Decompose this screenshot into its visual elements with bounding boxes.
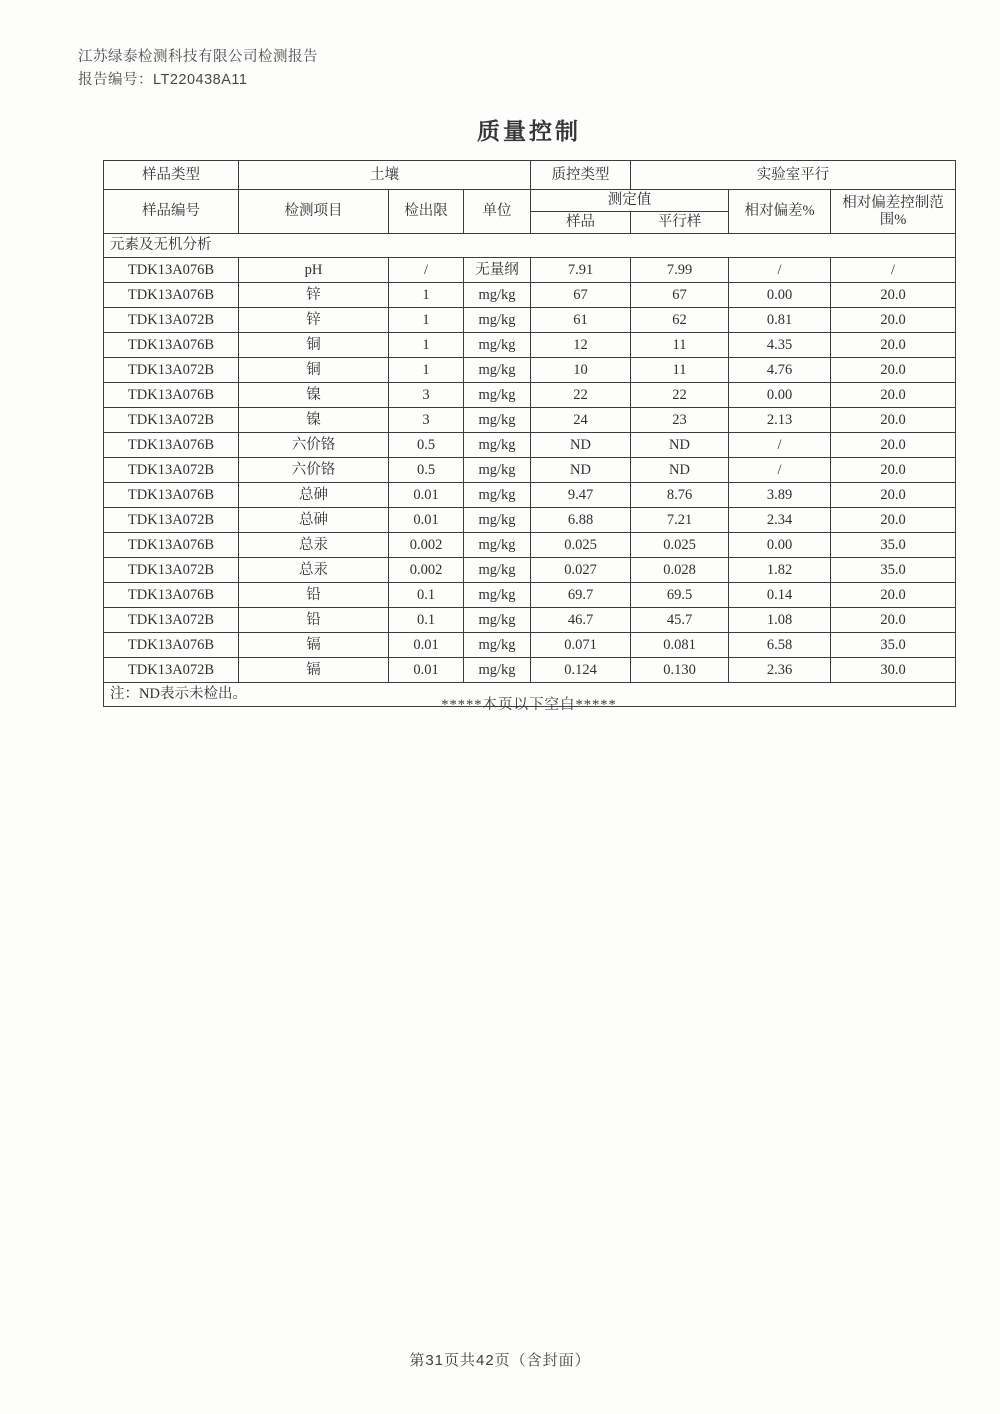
header-qc-type-value: 实验室平行 [631,161,956,190]
table-row [104,408,956,433]
table-section-row [104,234,956,258]
cell-sample-id: TDK13A072B [104,508,239,533]
page-title: 质量控制 [477,118,581,144]
table-row [104,333,956,358]
cell-sample-id: TDK13A076B [104,483,239,508]
cell-unit: mg/kg [464,483,531,508]
cell-detection-limit: 0.1 [389,583,464,608]
cell-test-item: pH [239,258,389,283]
section-label: 元素及无机分析 [104,234,956,258]
cell-relative-deviation: 0.00 [729,533,831,558]
cell-deviation-control-range: 20.0 [831,508,956,533]
cell-test-item: 总砷 [239,508,389,533]
cell-parallel-value: 45.7 [631,608,729,633]
cell-detection-limit: 0.01 [389,508,464,533]
cell-parallel-value: ND [631,433,729,458]
cell-test-item: 六价铬 [239,433,389,458]
table-row [104,433,956,458]
cell-test-item: 镍 [239,383,389,408]
table-header-row-1 [104,161,956,190]
cell-sample-id: TDK13A076B [104,433,239,458]
cell-sample-value: ND [531,433,631,458]
cell-parallel-value: 67 [631,283,729,308]
cell-unit: mg/kg [464,408,531,433]
cell-detection-limit: / [389,258,464,283]
cell-parallel-value: 62 [631,308,729,333]
cell-sample-value: 24 [531,408,631,433]
blank-page-note: *****本页以下空白***** [441,697,617,713]
header-parallel-sample: 平行样 [631,212,729,234]
header-unit: 单位 [464,190,531,234]
cell-unit: mg/kg [464,558,531,583]
cell-sample-value: 0.025 [531,533,631,558]
cell-deviation-control-range: 20.0 [831,458,956,483]
header-measured-value: 测定值 [531,190,729,212]
cell-sample-id: TDK13A076B [104,258,239,283]
cell-relative-deviation: / [729,458,831,483]
cell-unit: mg/kg [464,383,531,408]
cell-test-item: 总汞 [239,558,389,583]
cell-test-item: 铜 [239,333,389,358]
table-row [104,458,956,483]
cell-relative-deviation: / [729,433,831,458]
cell-sample-value: 46.7 [531,608,631,633]
cell-deviation-control-range: 35.0 [831,633,956,658]
cell-relative-deviation: 6.58 [729,633,831,658]
cell-relative-deviation: 4.76 [729,358,831,383]
header-relative-deviation: 相对偏差% [729,190,831,234]
cell-unit: mg/kg [464,458,531,483]
header-sample-type-value: 土壤 [239,161,531,190]
cell-test-item: 锌 [239,308,389,333]
cell-detection-limit: 1 [389,333,464,358]
cell-parallel-value: 0.025 [631,533,729,558]
cell-sample-value: ND [531,458,631,483]
cell-parallel-value: ND [631,458,729,483]
cell-sample-value: 22 [531,383,631,408]
table-row [104,558,956,583]
cell-sample-id: TDK13A076B [104,533,239,558]
cell-sample-id: TDK13A072B [104,658,239,683]
cell-sample-value: 69.7 [531,583,631,608]
cell-test-item: 六价铬 [239,458,389,483]
cell-deviation-control-range: 20.0 [831,483,956,508]
header-sample: 样品 [531,212,631,234]
page-footer: 第31页共42页（含封面） [409,1352,591,1369]
cell-deviation-control-range: 20.0 [831,383,956,408]
cell-deviation-control-range: 20.0 [831,308,956,333]
cell-sample-id: TDK13A076B [104,633,239,658]
cell-sample-id: TDK13A076B [104,333,239,358]
cell-unit: mg/kg [464,583,531,608]
table-row [104,383,956,408]
table-row [104,658,956,683]
report-header [78,46,318,92]
cell-sample-id: TDK13A072B [104,458,239,483]
cell-unit: mg/kg [464,433,531,458]
cell-sample-value: 6.88 [531,508,631,533]
cell-sample-value: 10 [531,358,631,383]
table-row [104,483,956,508]
cell-sample-value: 7.91 [531,258,631,283]
cell-detection-limit: 0.002 [389,533,464,558]
cell-sample-value: 0.124 [531,658,631,683]
cell-deviation-control-range: 30.0 [831,658,956,683]
cell-unit: mg/kg [464,533,531,558]
table-row [104,533,956,558]
header-relative-deviation-control-range: 相对偏差控制范围% [831,190,956,234]
cell-parallel-value: 7.21 [631,508,729,533]
quality-control-table [103,160,956,707]
cell-sample-id: TDK13A076B [104,583,239,608]
cell-detection-limit: 1 [389,358,464,383]
table-row [104,608,956,633]
header-test-item: 检测项目 [239,190,389,234]
cell-relative-deviation: 0.00 [729,383,831,408]
cell-test-item: 总砷 [239,483,389,508]
header-sample-type-label: 样品类型 [104,161,239,190]
cell-sample-value: 61 [531,308,631,333]
table-row [104,358,956,383]
cell-relative-deviation: 2.13 [729,408,831,433]
cell-test-item: 总汞 [239,533,389,558]
cell-deviation-control-range: 20.0 [831,608,956,633]
cell-unit: mg/kg [464,508,531,533]
table-header-row-2 [104,190,956,212]
header-detection-limit: 检出限 [389,190,464,234]
cell-deviation-control-range: 20.0 [831,283,956,308]
table-row [104,308,956,333]
cell-detection-limit: 0.01 [389,483,464,508]
cell-relative-deviation: / [729,258,831,283]
cell-parallel-value: 22 [631,383,729,408]
cell-deviation-control-range: 35.0 [831,533,956,558]
note-text: 注：ND表示未检出。 [104,683,956,707]
cell-detection-limit: 3 [389,383,464,408]
cell-deviation-control-range: 20.0 [831,583,956,608]
cell-deviation-control-range: 20.0 [831,333,956,358]
cell-test-item: 锌 [239,283,389,308]
cell-parallel-value: 8.76 [631,483,729,508]
table-row [104,258,956,283]
report-header-number-line: 报告编号：LT220438A11 [78,72,248,88]
table-row [104,583,956,608]
cell-test-item: 镍 [239,408,389,433]
cell-sample-id: TDK13A076B [104,283,239,308]
cell-relative-deviation: 1.82 [729,558,831,583]
cell-detection-limit: 0.01 [389,658,464,683]
cell-sample-id: TDK13A072B [104,308,239,333]
cell-relative-deviation: 0.00 [729,283,831,308]
cell-detection-limit: 0.01 [389,633,464,658]
cell-test-item: 铅 [239,608,389,633]
cell-parallel-value: 11 [631,333,729,358]
cell-sample-id: TDK13A072B [104,608,239,633]
table-row [104,508,956,533]
cell-deviation-control-range: 20.0 [831,433,956,458]
cell-sample-id: TDK13A072B [104,558,239,583]
cell-parallel-value: 69.5 [631,583,729,608]
cell-relative-deviation: 0.14 [729,583,831,608]
cell-sample-value: 12 [531,333,631,358]
cell-unit: 无量纲 [464,258,531,283]
header-sample-id: 样品编号 [104,190,239,234]
cell-test-item: 镉 [239,633,389,658]
cell-sample-id: TDK13A076B [104,383,239,408]
cell-test-item: 镉 [239,658,389,683]
cell-relative-deviation: 0.81 [729,308,831,333]
cell-test-item: 铜 [239,358,389,383]
cell-sample-value: 67 [531,283,631,308]
cell-detection-limit: 1 [389,308,464,333]
table-row [104,283,956,308]
cell-sample-value: 9.47 [531,483,631,508]
cell-parallel-value: 11 [631,358,729,383]
cell-parallel-value: 7.99 [631,258,729,283]
cell-test-item: 铅 [239,583,389,608]
cell-parallel-value: 23 [631,408,729,433]
cell-deviation-control-range: 35.0 [831,558,956,583]
cell-detection-limit: 0.002 [389,558,464,583]
cell-deviation-control-range: 20.0 [831,358,956,383]
cell-relative-deviation: 2.36 [729,658,831,683]
cell-deviation-control-range: 20.0 [831,408,956,433]
cell-unit: mg/kg [464,358,531,383]
cell-parallel-value: 0.028 [631,558,729,583]
cell-unit: mg/kg [464,283,531,308]
header-qc-type-label: 质控类型 [531,161,631,190]
cell-detection-limit: 0.5 [389,458,464,483]
table-row [104,633,956,658]
cell-relative-deviation: 4.35 [729,333,831,358]
cell-parallel-value: 0.130 [631,658,729,683]
cell-detection-limit: 0.1 [389,608,464,633]
cell-unit: mg/kg [464,633,531,658]
cell-sample-id: TDK13A072B [104,358,239,383]
cell-relative-deviation: 3.89 [729,483,831,508]
cell-sample-id: TDK13A072B [104,408,239,433]
cell-detection-limit: 3 [389,408,464,433]
cell-deviation-control-range: / [831,258,956,283]
cell-unit: mg/kg [464,333,531,358]
cell-sample-value: 0.027 [531,558,631,583]
report-header-company-line: 江苏绿泰检测科技有限公司检测报告 [78,49,318,65]
cell-unit: mg/kg [464,608,531,633]
cell-relative-deviation: 2.34 [729,508,831,533]
cell-parallel-value: 0.081 [631,633,729,658]
cell-detection-limit: 0.5 [389,433,464,458]
cell-unit: mg/kg [464,308,531,333]
cell-relative-deviation: 1.08 [729,608,831,633]
cell-unit: mg/kg [464,658,531,683]
cell-sample-value: 0.071 [531,633,631,658]
cell-detection-limit: 1 [389,283,464,308]
